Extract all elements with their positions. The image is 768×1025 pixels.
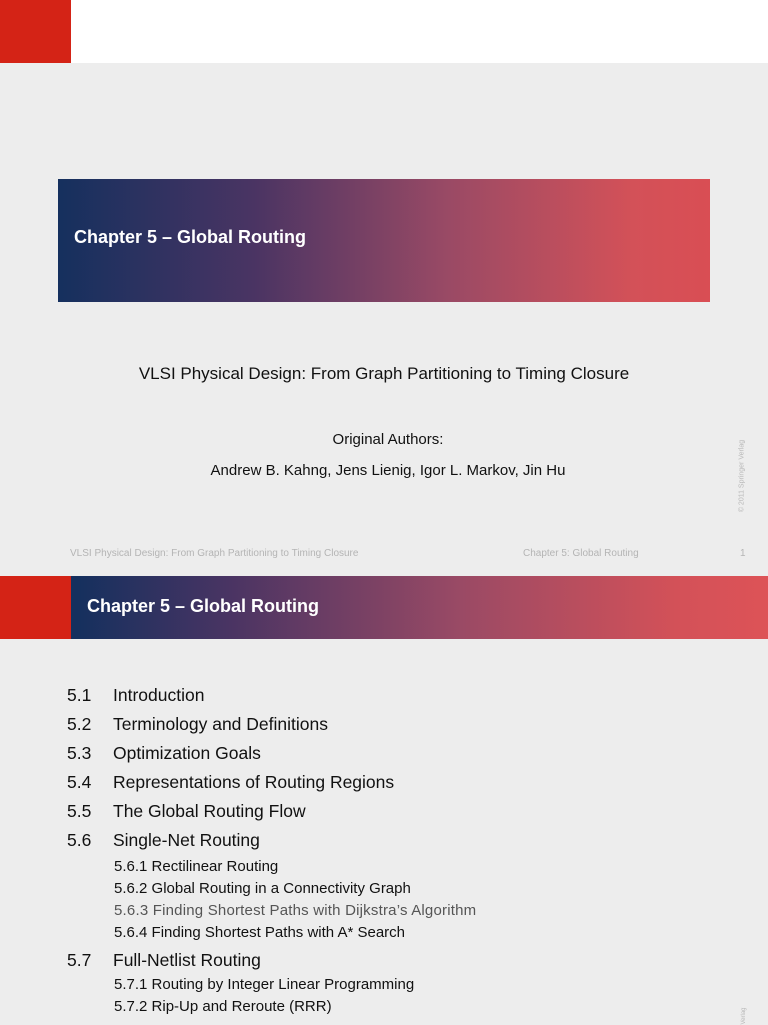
toc-label: Terminology and Definitions — [113, 714, 328, 734]
toc-item — [67, 772, 394, 793]
slide-title: Chapter 5 – Global Routing — [87, 596, 320, 616]
toc-label: The Global Routing Flow — [113, 801, 306, 821]
top-bar — [0, 0, 768, 63]
contents-slide — [0, 576, 768, 1024]
toc-number: 5.1 — [67, 685, 92, 705]
toc-subitem: 5.6.3 Finding Shortest Paths with Dijkstra’s Algorithm — [114, 902, 477, 919]
toc-number: 5.2 — [67, 714, 92, 734]
copyright-notice: Verlag — [741, 1007, 747, 1025]
toc-number: 5.3 — [67, 743, 92, 763]
book-title: VLSI Physical Design: From Graph Partitioning to Timing Closure — [138, 364, 630, 383]
toc-label: Optimization Goals — [113, 743, 261, 763]
red-accent-square — [0, 576, 71, 639]
slide-title: Chapter 5 – Global Routing — [74, 227, 307, 247]
copyright-notice: © 2011 Springer Verlag — [738, 439, 746, 513]
footer-chapter: Chapter 5: Global Routing — [523, 548, 639, 559]
toc-number: 5.5 — [67, 801, 92, 821]
authors-label: Original Authors: — [332, 431, 444, 448]
toc-subitem: 5.6.2 Global Routing in a Connectivity Graph — [114, 880, 411, 897]
header-band — [0, 576, 768, 639]
toc-item — [67, 950, 261, 971]
toc-subitem: 5.6.4 Finding Shortest Paths with A* Search — [114, 924, 405, 941]
footer-book-title: VLSI Physical Design: From Graph Partitioning to Timing Closure — [70, 548, 359, 559]
red-accent-square — [0, 0, 71, 63]
title-band — [58, 179, 710, 302]
authors-list: Andrew B. Kahng, Jens Lienig, Igor L. Markov, Jin Hu — [210, 462, 566, 479]
toc-label: Introduction — [113, 685, 205, 705]
toc-subitem: 5.7.2 Rip-Up and Reroute (RRR) — [114, 998, 332, 1015]
toc-item — [67, 801, 306, 822]
toc-label: Representations of Routing Regions — [113, 772, 395, 792]
toc-item — [67, 685, 204, 706]
toc-item — [67, 830, 260, 851]
toc-label: Single-Net Routing — [113, 830, 260, 850]
toc-subitem: 5.7.1 Routing by Integer Linear Programming — [114, 976, 415, 993]
toc-item — [67, 743, 261, 764]
toc-label: Full-Netlist Routing — [113, 950, 261, 970]
toc-item — [67, 714, 328, 735]
toc-number: 5.4 — [67, 772, 92, 792]
page-number: 1 — [740, 548, 746, 559]
toc-number: 5.6 — [67, 830, 92, 850]
toc-number: 5.7 — [67, 950, 92, 970]
toc-subitem: 5.6.1 Rectilinear Routing — [114, 858, 279, 875]
